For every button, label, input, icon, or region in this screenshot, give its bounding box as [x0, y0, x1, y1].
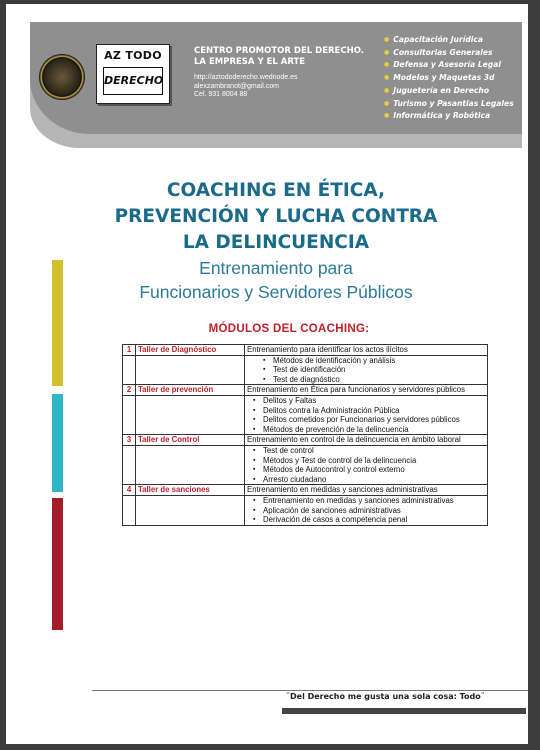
- module-items-list: [247, 396, 485, 434]
- module-number: 2: [123, 385, 136, 396]
- module-items-cell: [245, 495, 488, 525]
- module-description: Entrenamiento para identificar los actos ilícitos: [245, 345, 488, 356]
- module-name: Taller de Control: [136, 435, 245, 446]
- module-description: Entrenamiento en medidas y sanciones administrativas: [245, 485, 488, 496]
- module-name: Taller de Diagnóstico: [136, 345, 245, 356]
- service-item: ● Turismo y Pasantias Legales: [384, 98, 514, 111]
- empty-cell: [136, 355, 245, 385]
- module-row: [123, 385, 488, 396]
- title-line-3: LA DELINCUENCIA: [182, 232, 370, 253]
- service-item: ● Capacitación Jurídica: [384, 34, 514, 47]
- module-description: Entrenamiento en control de la delincuencia en ámbito laboral: [245, 435, 488, 446]
- module-item: ▪ Entrenamiento en medidas y sanciones administrativas: [263, 496, 485, 506]
- module-item: ▪ Delitos contra la Administración Pública: [263, 406, 485, 416]
- contact-web: http://aztododerecho.wednode.es: [194, 74, 298, 81]
- module-item: ▪ Métodos de identificación y análisis: [273, 356, 485, 366]
- contact-info: [194, 74, 298, 100]
- module-item: ▪ Aplicación de sanciones administrativas: [263, 506, 485, 516]
- module-row: [123, 345, 488, 356]
- module-item: ▪ Métodos de Autocontrol y control externo: [263, 465, 485, 475]
- empty-cell: [123, 395, 136, 434]
- module-item: ▪ Métodos y Test de control de la delincuencia: [263, 456, 485, 466]
- module-number: 1: [123, 345, 136, 356]
- module-name: Taller de prevención: [136, 385, 245, 396]
- empty-cell: [123, 495, 136, 525]
- accent-bar-red: [52, 498, 63, 630]
- subtitle-line-2: Funcionarios y Servidores Públicos: [139, 282, 413, 302]
- service-item: ● Informática y Robótica: [384, 110, 514, 123]
- module-item: ▪ Test de identificación: [273, 365, 485, 375]
- module-row: [123, 485, 488, 496]
- page-title: [86, 178, 466, 256]
- module-item: ▪ Derivación de casos a competencia penal: [263, 515, 485, 525]
- logo-bottom-text: DERECHO: [103, 67, 163, 95]
- accent-bar-yellow: [52, 260, 63, 386]
- module-items-cell: [245, 445, 488, 484]
- service-item: ● Defensa y Asesoría Legal: [384, 59, 514, 72]
- accent-bar-cyan: [52, 394, 63, 492]
- module-name: Taller de sanciones: [136, 485, 245, 496]
- module-items-row: [123, 355, 488, 385]
- module-item: ▪ Arresto ciudadano: [263, 475, 485, 485]
- services-list: [384, 34, 514, 123]
- service-item: ● Juguetería en Derecho: [384, 85, 514, 98]
- title-line-2: PREVENCIÓN Y LUCHA CONTRA: [114, 206, 438, 227]
- module-item: ▪ Métodos de prevención de la delincuencia: [263, 425, 485, 435]
- module-items-list: [247, 356, 485, 385]
- page-subtitle: [86, 256, 466, 304]
- module-items-cell: [245, 355, 488, 385]
- service-item: ● Consultorias Generales: [384, 47, 514, 60]
- subtitle-line-1: Entrenamiento para: [199, 258, 353, 278]
- modules-table: [122, 344, 488, 526]
- module-items-row: [123, 395, 488, 434]
- module-number: 3: [123, 435, 136, 446]
- footer-quote: ¨Del Derecho me gusta una sola cosa: Todo¨: [286, 692, 485, 701]
- module-item: ▪ Delitos y Faltas: [263, 396, 485, 406]
- empty-cell: [123, 445, 136, 484]
- empty-cell: [136, 445, 245, 484]
- brand-logo: [96, 44, 170, 104]
- org-line-2: LA EMPRESA Y EL ARTE: [194, 57, 306, 67]
- modules-heading: MÓDULOS DEL COACHING:: [208, 323, 370, 335]
- service-item: ● Modelos y Maquetas 3d: [384, 72, 514, 85]
- empty-cell: [136, 395, 245, 434]
- contact-email: alexzambranot@gmail.com: [194, 82, 279, 90]
- module-number: 4: [123, 485, 136, 496]
- emblem-logo: [39, 54, 85, 100]
- empty-cell: [123, 355, 136, 385]
- module-description: Entrenamiento en Ética para funcionarios y servidores públicos: [245, 385, 488, 396]
- module-item: ▪ Test de control: [263, 446, 485, 456]
- module-items-cell: [245, 395, 488, 434]
- module-items-list: [247, 446, 485, 484]
- logo-top-text: AZ TODO: [104, 49, 162, 62]
- module-row: [123, 435, 488, 446]
- module-items-list: [247, 496, 485, 525]
- org-line-1: CENTRO PROMOTOR DEL DERECHO.: [194, 46, 364, 56]
- module-items-row: [123, 495, 488, 525]
- empty-cell: [136, 495, 245, 525]
- module-items-row: [123, 445, 488, 484]
- module-item: ▪ Test de diagnóstico: [273, 375, 485, 385]
- module-item: ▪ Delitos cometidos por Funcionarios y servidores públicos: [263, 415, 485, 425]
- contact-phone: Cel. 931 8004 88: [194, 91, 248, 98]
- document-page: [6, 4, 528, 744]
- org-name: [194, 46, 364, 68]
- title-line-1: COACHING EN ÉTICA,: [166, 180, 386, 201]
